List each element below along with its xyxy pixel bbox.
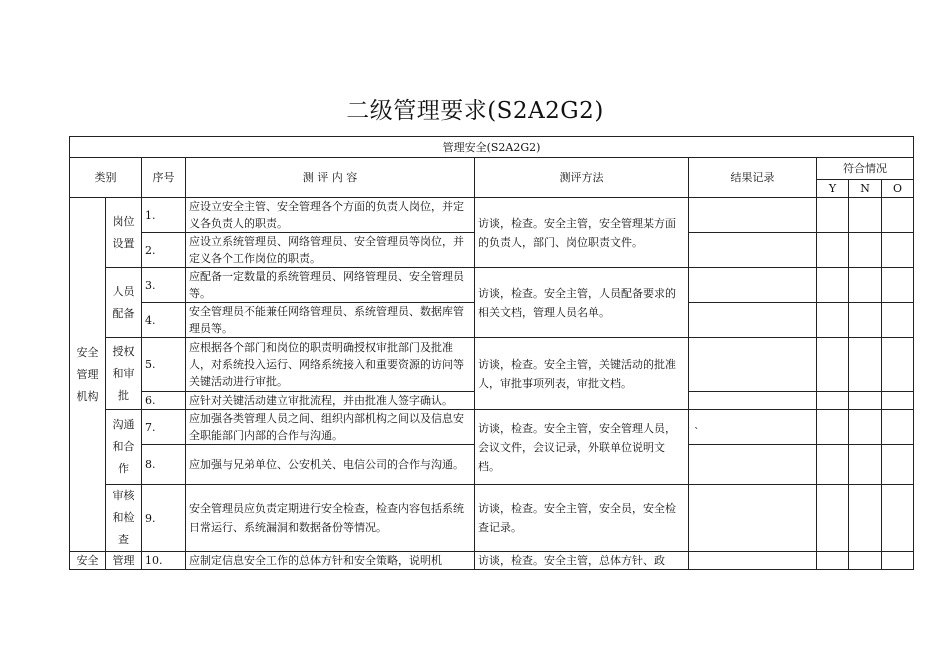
check-n[interactable] — [849, 485, 882, 552]
check-y[interactable] — [817, 485, 849, 552]
category-main: 安全管理机构 — [70, 198, 106, 552]
check-n[interactable] — [849, 392, 882, 410]
check-o[interactable] — [882, 303, 914, 338]
row-seq: 9. — [142, 485, 186, 552]
row-seq: 1. — [142, 198, 186, 233]
result-cell[interactable] — [689, 392, 817, 410]
check-o[interactable] — [882, 485, 914, 552]
stray-mark: ` — [694, 426, 700, 439]
check-y[interactable] — [817, 268, 849, 303]
table-row — [70, 338, 914, 392]
check-n[interactable] — [849, 410, 882, 445]
check-o[interactable] — [882, 445, 914, 485]
check-n[interactable] — [849, 445, 882, 485]
row-content: 应制定信息安全工作的总体方针和安全策略，说明机 — [186, 552, 475, 570]
table-row — [70, 485, 914, 552]
check-n[interactable] — [849, 303, 882, 338]
row-content: 应设立系统管理员、网络管理员、安全管理员等岗位，并定义各个工作岗位的职责。 — [186, 233, 475, 268]
check-o[interactable] — [882, 410, 914, 445]
requirements-table — [69, 136, 914, 570]
result-cell[interactable] — [689, 485, 817, 552]
header-o: O — [882, 180, 914, 198]
row-content: 应根据各个部门和岗位的职责明确授权审批部门及批准人，对系统投入运行、网络系统接入和重要资源的访问等关键活动进行审批。 — [186, 338, 475, 392]
row-seq: 3. — [142, 268, 186, 303]
header-compliance: 符合情况 — [817, 158, 914, 180]
header-method: 测评方法 — [475, 158, 689, 198]
row-content: 安全管理员应负责定期进行安全检查，检查内容包括系统日常运行、系统漏洞和数据备份等情况。 — [186, 485, 475, 552]
row-seq: 8. — [142, 445, 186, 485]
row-seq: 6. — [142, 392, 186, 410]
header-result: 结果记录 — [689, 158, 817, 198]
group-name: 沟通和合作 — [106, 410, 142, 485]
check-o[interactable] — [882, 392, 914, 410]
check-o[interactable] — [882, 198, 914, 233]
table-row — [70, 410, 914, 445]
check-o[interactable] — [882, 233, 914, 268]
row-seq: 5. — [142, 338, 186, 392]
row-content: 应针对关键活动建立审批流程，并由批准人签字确认。 — [186, 392, 475, 410]
check-o[interactable] — [882, 338, 914, 392]
row-seq: 2. — [142, 233, 186, 268]
table-row — [70, 552, 914, 570]
category-next: 安全 — [70, 552, 106, 570]
row-content: 应加强各类管理人员之间、组织内部机构之间以及信息安全职能部门内部的合作与沟通。 — [186, 410, 475, 445]
check-y[interactable] — [817, 303, 849, 338]
check-y[interactable] — [817, 198, 849, 233]
page-title: 二级管理要求(S2A2G2) — [346, 98, 604, 124]
check-n[interactable] — [849, 198, 882, 233]
header-seq: 序号 — [142, 158, 186, 198]
result-cell[interactable] — [689, 410, 817, 445]
result-cell[interactable] — [689, 303, 817, 338]
header-category: 类别 — [70, 158, 142, 198]
row-seq: 10. — [142, 552, 186, 570]
header-row — [70, 158, 914, 180]
table-row — [70, 268, 914, 303]
header-content: 测 评 内 容 — [186, 158, 475, 198]
row-seq: 7. — [142, 410, 186, 445]
header-y: Y — [817, 180, 849, 198]
result-cell[interactable] — [689, 552, 817, 570]
group-name: 管理 — [106, 552, 142, 570]
row-content: 安全管理员不能兼任网络管理员、系统管理员、数据库管理员等。 — [186, 303, 475, 338]
check-n[interactable] — [849, 552, 882, 570]
group-method: 访谈，检查。安全主管，安全管理人员，会议文件，会议记录，外联单位说明文档。 — [475, 410, 689, 485]
header-n: N — [849, 180, 882, 198]
result-cell[interactable] — [689, 233, 817, 268]
table-row — [70, 198, 914, 233]
check-y[interactable] — [817, 392, 849, 410]
check-o[interactable] — [882, 268, 914, 303]
check-n[interactable] — [849, 268, 882, 303]
row-content: 应配备一定数量的系统管理员、网络管理员、安全管理员等。 — [186, 268, 475, 303]
group-method: 访谈，检查。安全主管，安全员，安全检查记录。 — [475, 485, 689, 552]
check-o[interactable] — [882, 552, 914, 570]
group-method: 访谈，检查。安全主管，总体方针、政 — [475, 552, 689, 570]
group-method: 访谈，检查。安全主管，人员配备要求的相关文档，管理人员名单。 — [475, 268, 689, 338]
check-y[interactable] — [817, 233, 849, 268]
banner-row — [70, 137, 914, 158]
group-method: 访谈，检查。安全主管，关键活动的批准人，审批事项列表，审批文档。 — [475, 338, 689, 410]
row-seq: 4. — [142, 303, 186, 338]
check-n[interactable] — [849, 233, 882, 268]
table-banner: 管理安全(S2A2G2) — [70, 137, 914, 158]
check-y[interactable] — [817, 552, 849, 570]
check-y[interactable] — [817, 338, 849, 392]
result-cell[interactable] — [689, 338, 817, 392]
row-content: 应设立安全主管、安全管理各个方面的负责人岗位，并定义各负责人的职责。 — [186, 198, 475, 233]
result-cell[interactable] — [689, 198, 817, 233]
check-y[interactable] — [817, 445, 849, 485]
row-content: 应加强与兄弟单位、公安机关、电信公司的合作与沟通。 — [186, 445, 475, 485]
group-name: 人员配备 — [106, 268, 142, 338]
result-cell[interactable] — [689, 268, 817, 303]
group-method: 访谈，检查。安全主管，安全管理某方面的负责人，部门、岗位职责文件。 — [475, 198, 689, 268]
group-name: 岗位设置 — [106, 198, 142, 268]
group-name: 授权和审批 — [106, 338, 142, 410]
group-name: 审核和检查 — [106, 485, 142, 552]
check-y[interactable] — [817, 410, 849, 445]
check-n[interactable] — [849, 338, 882, 392]
result-cell[interactable] — [689, 445, 817, 485]
